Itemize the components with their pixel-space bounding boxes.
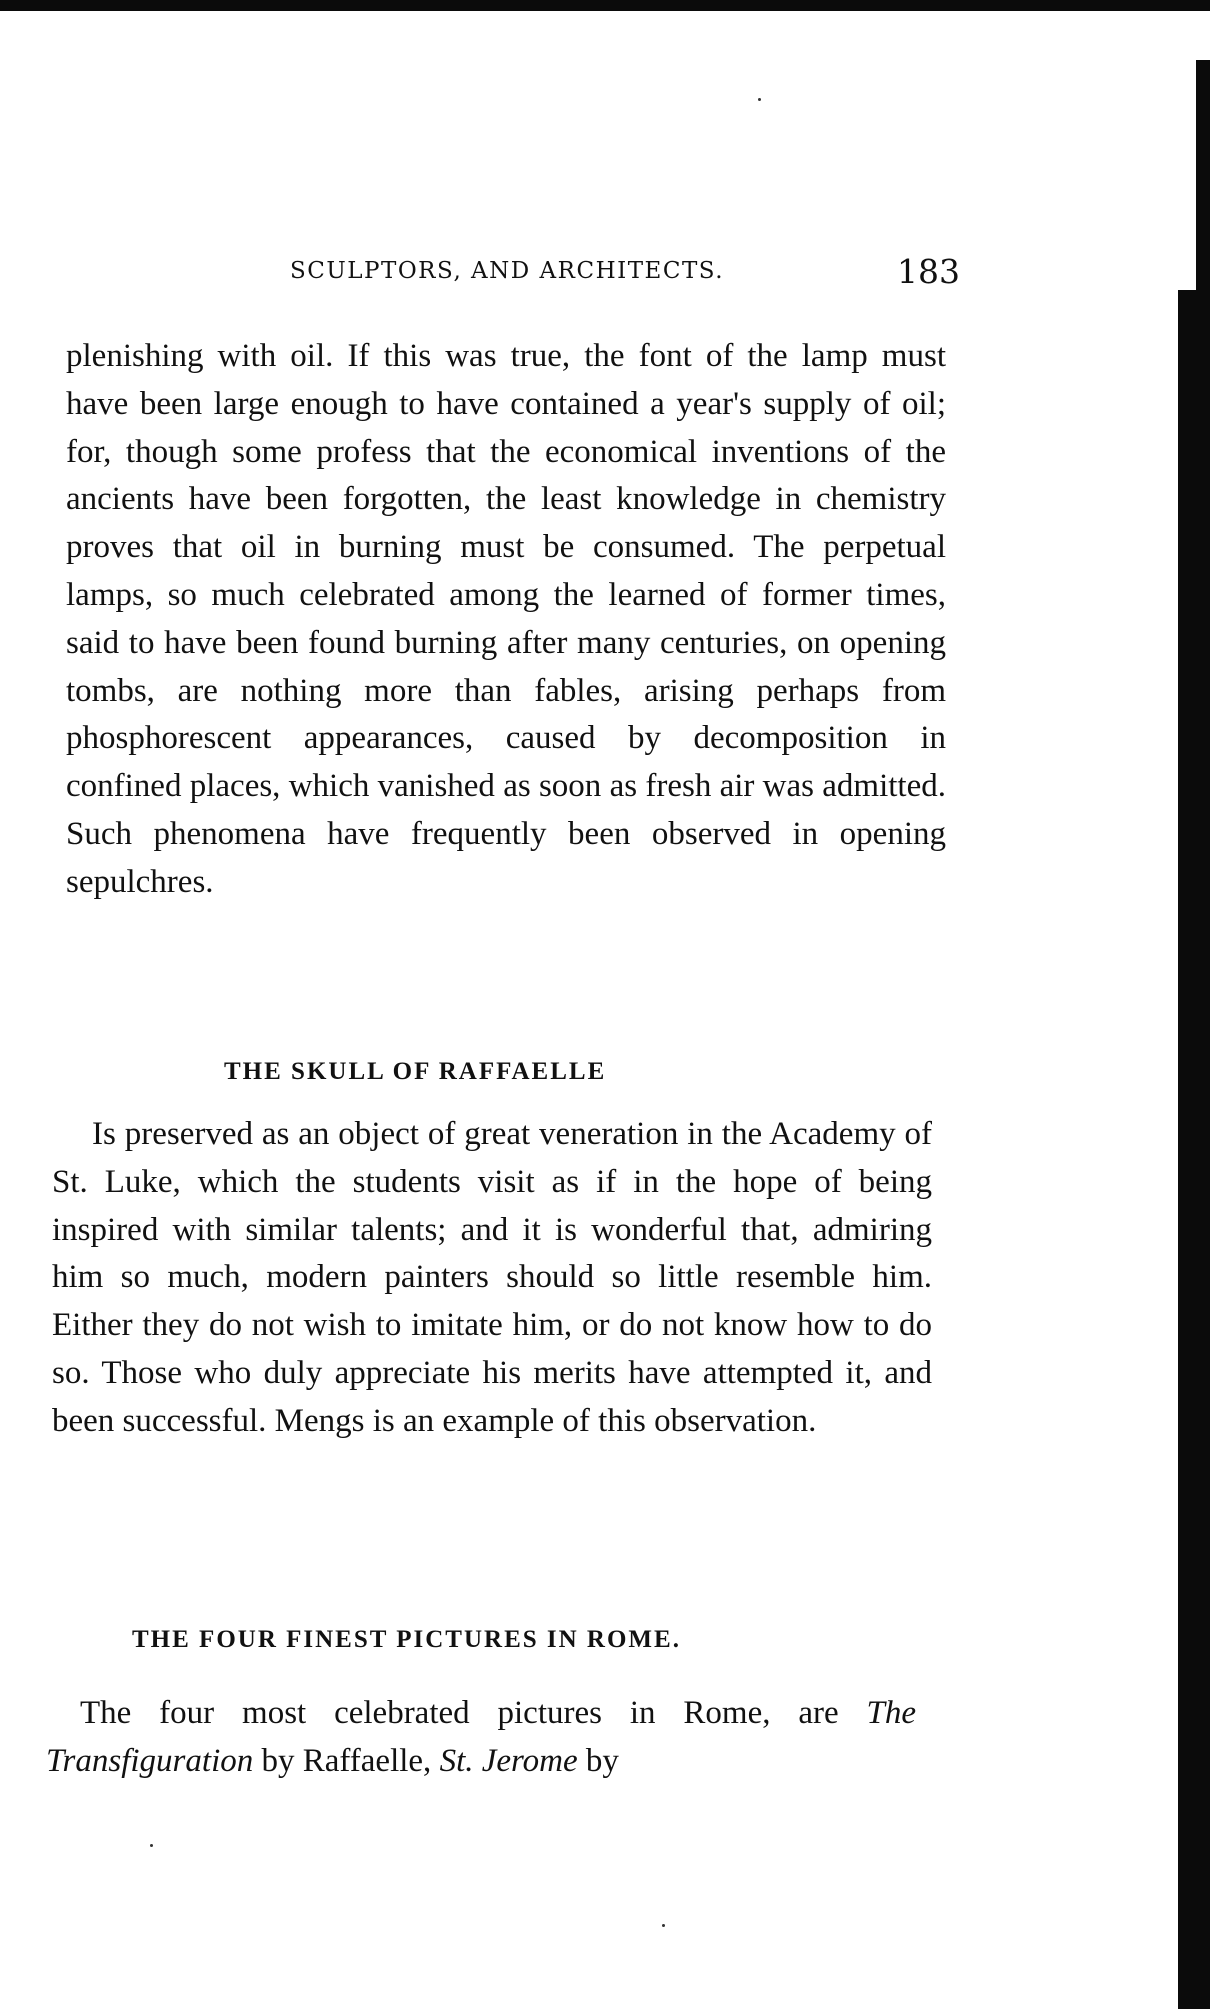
paragraph-skull: Is preserved as an object of great veneration in the Academy of St. Luke, which the students visit as if in the hope of being inspired with similar talents; and it is wonderful that, admiring him so much, modern painters should so little resemble him. Either they do not wish to imitate him, or do not know how to do so. Those who duly appreciate his merits have attempted it, and been successful. Mengs is an example of this observation. [52,1116,932,1439]
work-title-transfiguration: The Transfiguration [46,1695,916,1779]
work-title-st-jerome: St. Jerome [439,1742,578,1779]
section-heading-skull: THE SKULL OF RAFFAELLE [224,1058,607,1085]
paragraph-lead: The four most celebrated pictures in Rome, are [80,1695,839,1731]
paragraph-lamps: plenishing with oil. If this was true, the font of the lamp must have been large enough to have contained a year's supply of oil; for, though some profess that the economical inventions of the ancients have been forgotten, the least knowledge in chemistry proves that oil in burning must be consumed. The perpetual lamps, so much celebrated among the learned of former times, said to have been found burning after many centuries, on opening tombs, are nothing more than fables, arising perhaps from phosphorescent appearances, caused by decomposition in confined places, which vanished as soon as fresh air was admitted. Such phenomena have frequently been observed in opening sepulchres. [66,338,946,900]
attribution-raffaelle: by Raffaelle, [261,1742,432,1779]
page-number: 183 [897,252,960,291]
section-heading-pictures: THE FOUR FINEST PICTURES IN ROME. [132,1626,681,1653]
paragraph-pictures [46,1690,916,1786]
running-head: SCULPTORS, AND ARCHITECTS. [290,258,725,284]
attribution-by: by [585,1742,619,1779]
